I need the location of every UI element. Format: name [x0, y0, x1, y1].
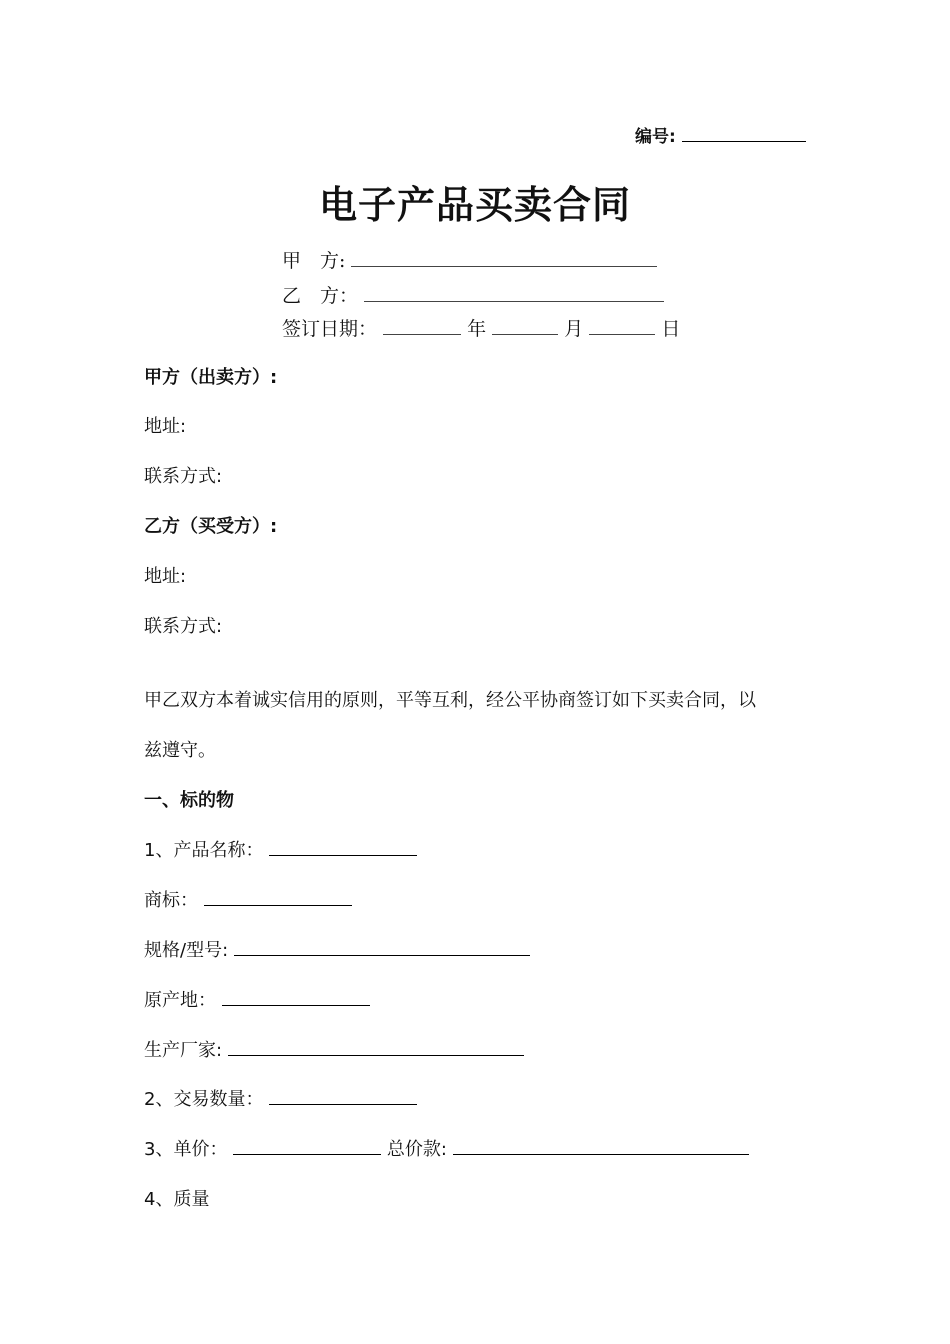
origin-blank[interactable]	[222, 987, 370, 1006]
product-name-label: 1、产品名称：	[144, 840, 264, 861]
sign-year-blank[interactable]	[383, 316, 461, 335]
quality-label: 4、质量	[144, 1189, 210, 1210]
quantity-blank[interactable]	[269, 1086, 417, 1105]
spec-blank[interactable]	[234, 937, 530, 956]
sign-month-blank[interactable]	[492, 316, 558, 335]
unit-price-blank[interactable]	[233, 1136, 381, 1155]
buyer-heading: 乙方（买受方）:	[144, 516, 278, 537]
unit-price-label: 3、单价：	[144, 1139, 228, 1160]
serial-number-row	[635, 122, 806, 147]
intro-line-2: 兹遵守。	[144, 740, 216, 761]
buyer-contact-label: 联系方式:	[144, 616, 223, 637]
party-b-label: 乙 方：	[282, 285, 359, 307]
sign-date-label: 签订日期：	[282, 318, 378, 340]
quantity-row	[144, 1085, 417, 1111]
product-name-blank[interactable]	[269, 837, 417, 856]
spec-row	[144, 936, 530, 962]
buyer-address-label: 地址:	[144, 566, 187, 587]
seller-contact-label: 联系方式:	[144, 466, 223, 487]
party-a-blank[interactable]	[351, 248, 657, 267]
section-1-heading: 一、标的物	[144, 790, 234, 811]
sign-date-row	[282, 314, 680, 341]
seller-heading: 甲方（出卖方）:	[144, 367, 278, 388]
quantity-label: 2、交易数量：	[144, 1089, 264, 1110]
party-a-row	[282, 246, 657, 273]
origin-label: 原产地：	[144, 990, 216, 1011]
product-name-row	[144, 836, 417, 862]
contract-title: 电子产品买卖合同	[318, 183, 631, 227]
spec-label: 规格/型号:	[144, 940, 229, 961]
intro-line-1: 甲乙双方本着诚实信用的原则，平等互利，经公平协商签订如下买卖合同，以	[144, 690, 756, 711]
total-price-blank[interactable]	[453, 1136, 749, 1155]
party-b-row	[282, 281, 664, 308]
manufacturer-row	[144, 1036, 524, 1062]
party-b-blank[interactable]	[364, 283, 664, 302]
sign-month-label: 月	[564, 318, 584, 340]
serial-number-label: 编号:	[635, 127, 676, 147]
origin-row	[144, 986, 370, 1012]
manufacturer-blank[interactable]	[228, 1037, 524, 1056]
trademark-row	[144, 886, 352, 912]
trademark-blank[interactable]	[204, 887, 352, 906]
sign-day-label: 日	[661, 318, 681, 340]
manufacturer-label: 生产厂家:	[144, 1040, 223, 1061]
total-price-label: 总价款:	[386, 1139, 447, 1160]
sign-day-blank[interactable]	[589, 316, 655, 335]
party-a-label: 甲 方:	[282, 250, 346, 272]
trademark-label: 商标：	[144, 890, 198, 911]
serial-number-blank[interactable]	[682, 123, 806, 142]
price-row	[144, 1135, 749, 1161]
sign-year-label: 年	[467, 318, 487, 340]
seller-address-label: 地址:	[144, 416, 187, 437]
